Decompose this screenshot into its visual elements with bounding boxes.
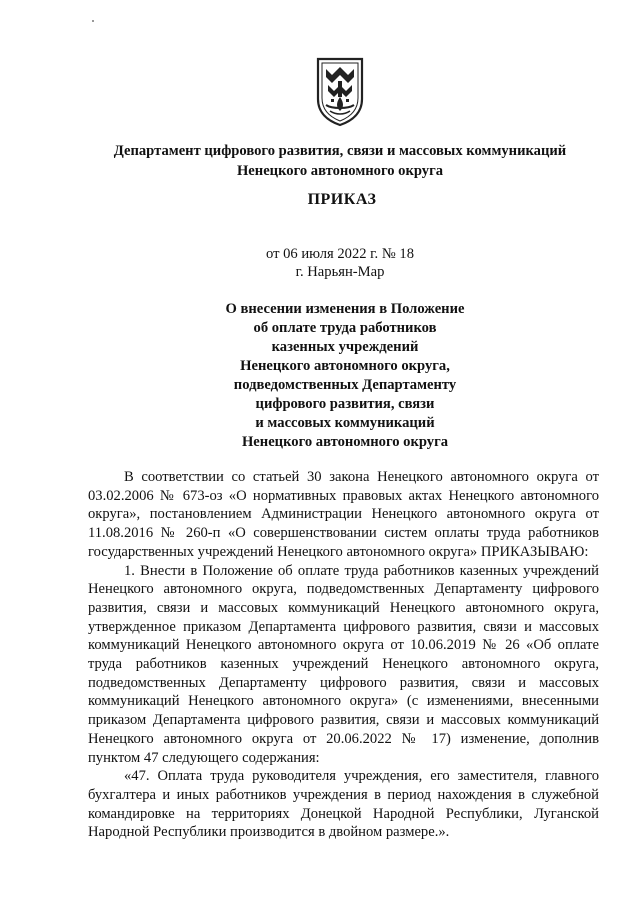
body-paragraph-item-1: 1. Внести в Положение об оплате труда работников казенных учреждений Ненецкого автономного округа, подведомственных Департаменту цифрового развития, связи и массовых коммуникаций Ненецкого автономного округа, утвержденное приказом Департамента цифрового развития, связи и массовых коммуникаций Ненецкого автономного округа от 10.06.2019 № 26 «Об оплате труда работников казенных учреждений Ненецкого автономного округа, подведомственных Департаменту цифрового развития, связи и массовых коммуникаций Ненецкого автономного округа» (с изменениями, внесенными приказом Департамента цифрового развития, связи и массовых коммуникаций Ненецкого автономного округа от 20.06.2022 № 17) изменение, дополнив пунктом 47 следующего содержания:	[88, 562, 599, 766]
subject-line: цифрового развития, связи	[255, 396, 435, 412]
subject-line: О внесении изменения в Положение	[225, 301, 465, 317]
scan-dot	[92, 20, 94, 22]
order-date-number: от 06 июля 2022 г. № 18	[265, 246, 414, 262]
coat-of-arms-icon	[314, 55, 366, 127]
order-title: ПРИКАЗ	[307, 191, 377, 208]
subject-line: Ненецкого автономного округа	[241, 434, 449, 450]
subject-line: и массовых коммуникаций	[255, 415, 435, 431]
department-line-2: Ненецкого автономного округа	[236, 163, 444, 179]
body-paragraph-preamble: В соответствии со статьей 30 закона Ненецкого автономного округа от 03.02.2006 № 673-оз «О нормативных правовых актах Ненецкого автономного округа», постановлением Администрации Ненецкого автономного округа от 11.08.2016 № 260-п «О совершенствовании систем оплаты труда работников государственных учреждений Ненецкого автономного округа» ПРИКАЗЫВАЮ:	[88, 469, 599, 560]
body-paragraph-point-47: «47. Оплата труда руководителя учреждения, его заместителя, главного бухгалтера и иных работников учреждения в период нахождения в служебной командировке на территориях Донецкой Народной Республики, Луганской Народной Республики производится в двойном размере.».	[88, 768, 599, 841]
order-subject	[0, 300, 640, 452]
order-date-block	[0, 245, 640, 281]
order-city: г. Нарьян-Мар	[295, 264, 385, 280]
subject-line: об оплате труда работников	[253, 320, 437, 336]
subject-line: казенных учреждений	[271, 339, 419, 355]
subject-line: Ненецкого автономного округа,	[240, 358, 450, 374]
order-body	[88, 468, 599, 842]
department-line-1: Департамент цифрового развития, связи и массовых коммуникаций	[113, 143, 567, 159]
subject-line: подведомственных Департаменту	[233, 377, 457, 393]
department-header	[0, 141, 640, 181]
